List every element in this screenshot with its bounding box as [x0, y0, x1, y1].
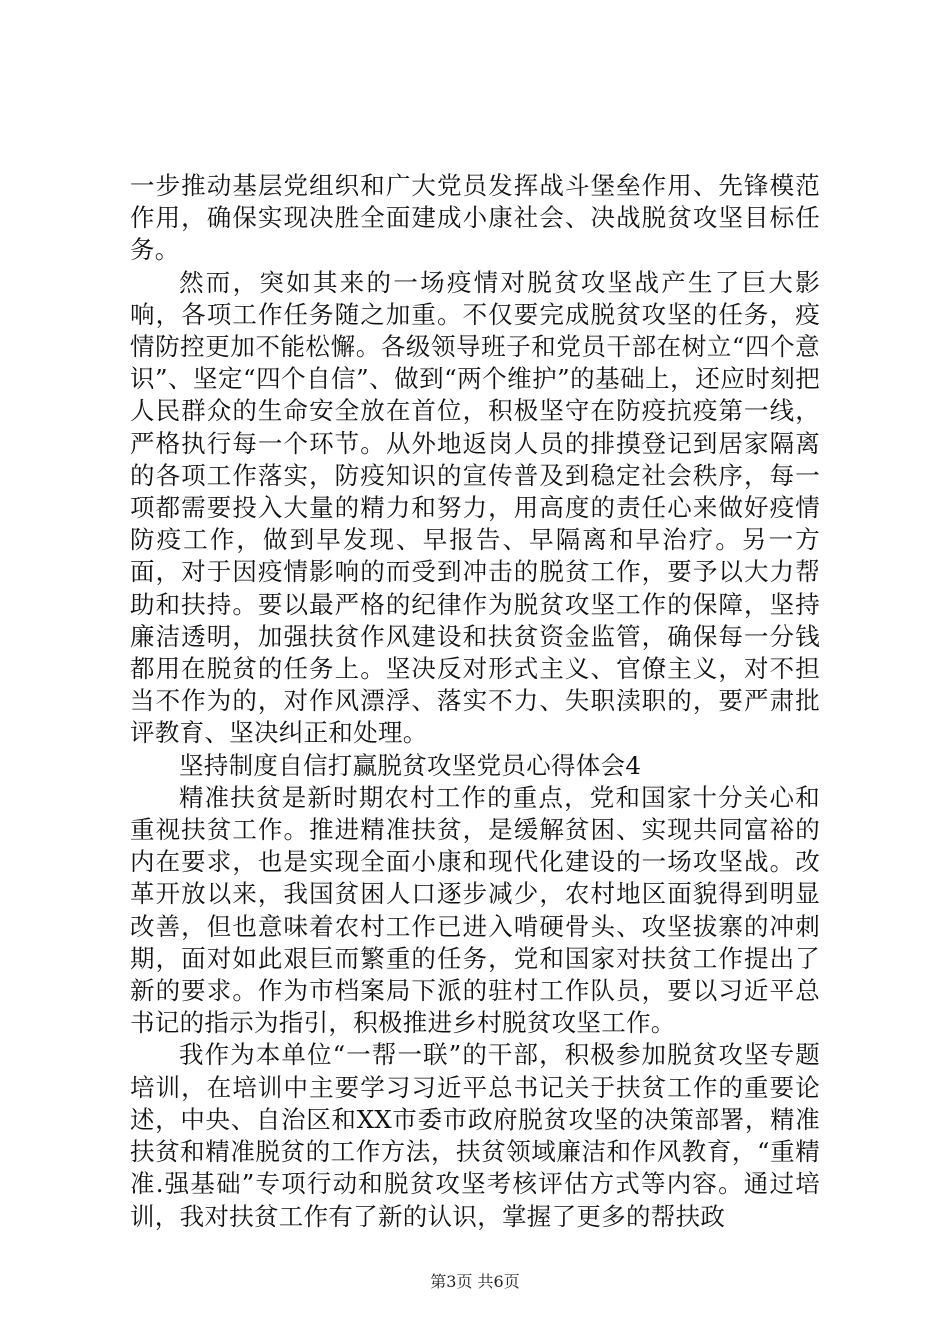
page-footer: 第3页 共6页 — [430, 1272, 520, 1291]
paragraph-training: 我作为本单位“一帮一联”的干部，积极参加脱贫攻坚专题培训，在培训中主要学习习近平总书记关于扶贫工作的重要论述，中央、自治区和XX市委市政府脱贫攻坚的决策部署，精准扶贫和精准脱贫的工作方法，扶贫领域廉洁和作风教育，“重精准.强基础”专项行动和脱贫攻坚考核评估方式等内容。通过培训，我对扶贫工作有了新的认识，掌握了更多的帮扶政 — [130, 1040, 821, 1231]
section-heading: 坚持制度自信打赢脱贫攻坚党员心得体会4 — [179, 750, 642, 780]
paragraph-continuation: 一步推动基层党组织和广大党员发挥战斗堡垒作用、先锋模范作用，确保实现决胜全面建成小康社会、决战脱贫攻坚目标任务。 — [130, 171, 820, 265]
document-body — [130, 170, 820, 1233]
paragraph-epidemic: 然而，突如其来的一场疫情对脱贫攻坚战产生了巨大影响，各项工作任务随之加重。不仅要完成脱贫攻坚的任务，疫情防控更加不能松懈。各级领导班子和党员干部在树立“四个意识”、坚定“四个自信”、做到“两个维护”的基础上，还应时刻把人民群众的生命安全放在首位，积极坚守在防疫抗疫第一线，严格执行每一个环节。从外地返岗人员的排摸登记到居家隔离的各项工作落实，防疫知识的宣传普及到稳定社会秩序，每一项都需要投入大量的精力和努力，用高度的责任心来做好疫情防疫工作，做到早发现、早报告、早隔离和早治疗。另一方面，对于因疫情影响的而受到冲击的脱贫工作，要予以大力帮助和扶持。要以最严格的纪律作为脱贫攻坚工作的保障，坚持廉洁透明，加强扶贫作风建设和扶贫资金监管，确保每一分钱都用在脱贫的任务上。坚决反对形式主义、官僚主义，对不担当不作为的，对作风漂浮、落实不力、失职渎职的，要严肃批评教育、坚决纠正和处理。 — [130, 267, 820, 748]
paragraph-precision-poverty: 精准扶贫是新时期农村工作的重点，党和国家十分关心和重视扶贫工作。推进精准扶贫，是缓解贫困、实现共同富裕的内在要求，也是实现全面小康和现代化建设的一场攻坚战。改革开放以来，我国贫困人口逐步减少，农村地区面貌得到明显改善，但也意味着农村工作已进入啃硬骨头、攻坚拔寨的冲刺期，面对如此艰巨而繁重的任务，党和国家对扶贫工作提出了新的要求。作为市档案局下派的驻村工作队员，要以习近平总书记的指示为指引，积极推进乡村脱贫攻坚工作。 — [130, 782, 820, 1038]
